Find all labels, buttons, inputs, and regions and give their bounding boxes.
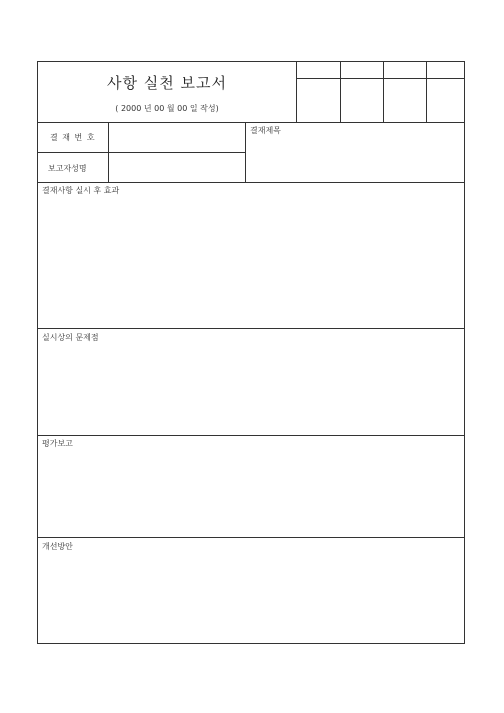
section-evaluation-label: 평가보고 [42, 439, 73, 448]
author-name-field[interactable] [109, 153, 244, 182]
section-effect-area[interactable] [38, 183, 464, 328]
document-date-line: ( 2000 년 00 월 00 일 작성) [115, 104, 219, 113]
approval-signature-grid [296, 62, 465, 122]
approval-title-field[interactable] [246, 123, 465, 182]
approval-grid-column-line [426, 62, 427, 122]
section-improvement-label: 개선방안 [42, 542, 73, 551]
author-name-label: 보고자성명 [48, 164, 87, 173]
approval-title-label: 결재제목 [250, 126, 281, 135]
document-title: 사항 실천 보고서 [107, 74, 227, 92]
approval-grid-column-line [340, 62, 341, 122]
report-form [37, 61, 465, 644]
approval-grid-divider [297, 78, 465, 79]
section-effect-label: 결재사항 실시 후 효과 [42, 186, 120, 195]
section-improvement-area[interactable] [38, 538, 464, 643]
section-problems-area[interactable] [38, 329, 464, 435]
approval-grid-column-line [383, 62, 384, 122]
section-evaluation-area[interactable] [38, 436, 464, 537]
section-problems-label: 실시상의 문제점 [42, 333, 99, 342]
approval-number-field[interactable] [109, 123, 244, 152]
approval-number-label: 결 재 번 호 [50, 133, 96, 142]
